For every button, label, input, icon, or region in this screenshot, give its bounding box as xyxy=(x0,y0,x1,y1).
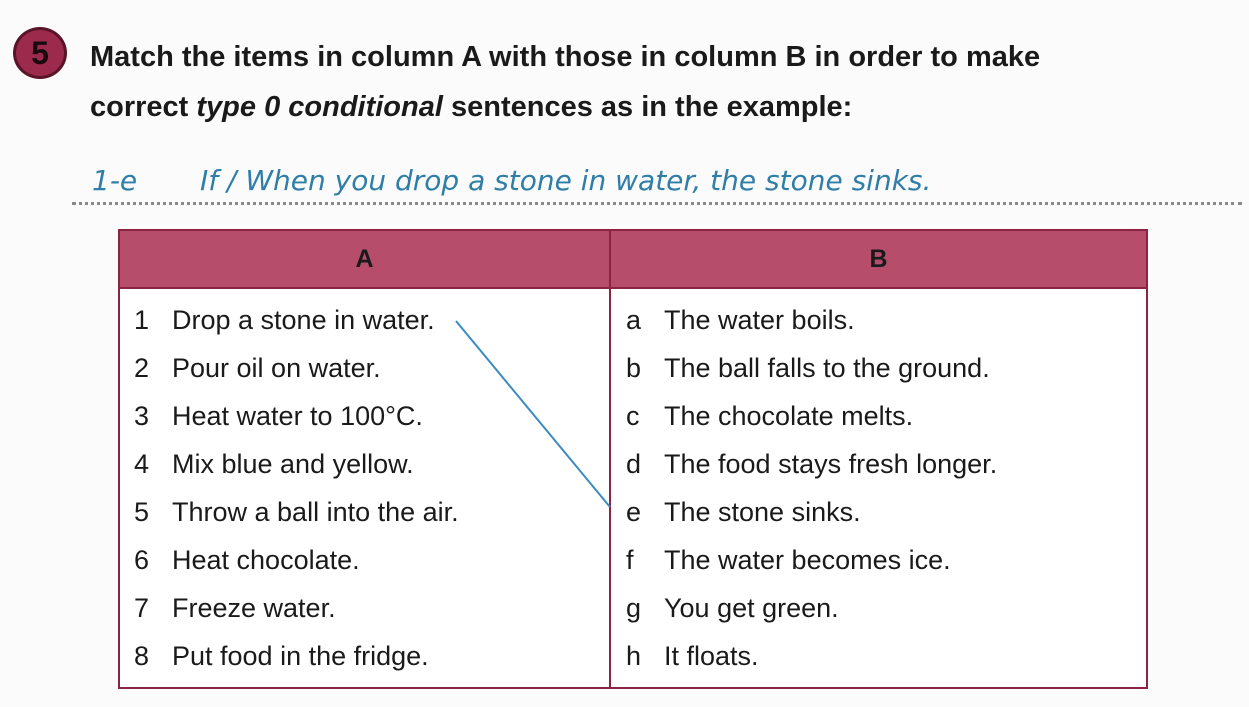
item-text: Heat water to 100°C. xyxy=(172,401,423,431)
match-line-1-e xyxy=(120,231,1146,687)
item-text: Drop a stone in water. xyxy=(172,305,435,335)
item-key: h xyxy=(626,641,642,671)
item-text: The chocolate melts. xyxy=(664,401,914,431)
exercise-number: 5 xyxy=(31,34,49,71)
item-text: The ball falls to the ground. xyxy=(664,353,990,383)
item-key: f xyxy=(626,545,634,575)
item-key: 1 xyxy=(134,305,150,335)
item-key: 5 xyxy=(134,497,150,527)
item-key: e xyxy=(626,497,642,527)
item-text: The food stays fresh longer. xyxy=(664,449,998,479)
item-text: Put food in the fridge. xyxy=(172,641,429,671)
item-key: 2 xyxy=(134,353,150,383)
item-text: The stone sinks. xyxy=(664,497,861,527)
item-text: The water boils. xyxy=(664,305,855,335)
column-b-header: B xyxy=(869,245,888,273)
example-key: 1-e xyxy=(92,164,138,197)
item-text: Pour oil on water. xyxy=(172,353,381,383)
column-a-header: A xyxy=(355,245,374,273)
instruction-line-2b: sentences as in the example: xyxy=(442,91,853,123)
instruction-line-2a: correct xyxy=(90,91,197,123)
exercise-instruction xyxy=(90,32,1210,132)
item-key: 3 xyxy=(134,401,150,431)
item-key: c xyxy=(626,401,640,431)
item-key: g xyxy=(626,593,642,623)
item-text: The water becomes ice. xyxy=(664,545,951,575)
example-answer-line xyxy=(72,162,1242,205)
item-key: 4 xyxy=(134,449,150,479)
instruction-emphasis: type 0 conditional xyxy=(196,91,443,123)
item-text: Heat chocolate. xyxy=(172,545,360,575)
item-key: 8 xyxy=(134,641,150,671)
item-key: a xyxy=(626,305,642,335)
item-text: Freeze water. xyxy=(172,593,336,623)
item-text: You get green. xyxy=(664,593,839,623)
handdrawn-match-line xyxy=(456,321,610,507)
matching-table xyxy=(118,229,1148,689)
item-key: 7 xyxy=(134,593,150,623)
exercise-number-badge xyxy=(13,27,67,79)
item-key: b xyxy=(626,353,642,383)
example-sentence: If / When you drop a stone in water, the stone sinks. xyxy=(200,164,932,197)
instruction-line-1: Match the items in column A with those in column B in order to make xyxy=(90,41,1041,73)
item-text: Mix blue and yellow. xyxy=(172,449,414,479)
item-text: Throw a ball into the air. xyxy=(172,497,459,527)
item-text: It floats. xyxy=(664,641,759,671)
item-key: d xyxy=(626,449,642,479)
item-key: 6 xyxy=(134,545,150,575)
